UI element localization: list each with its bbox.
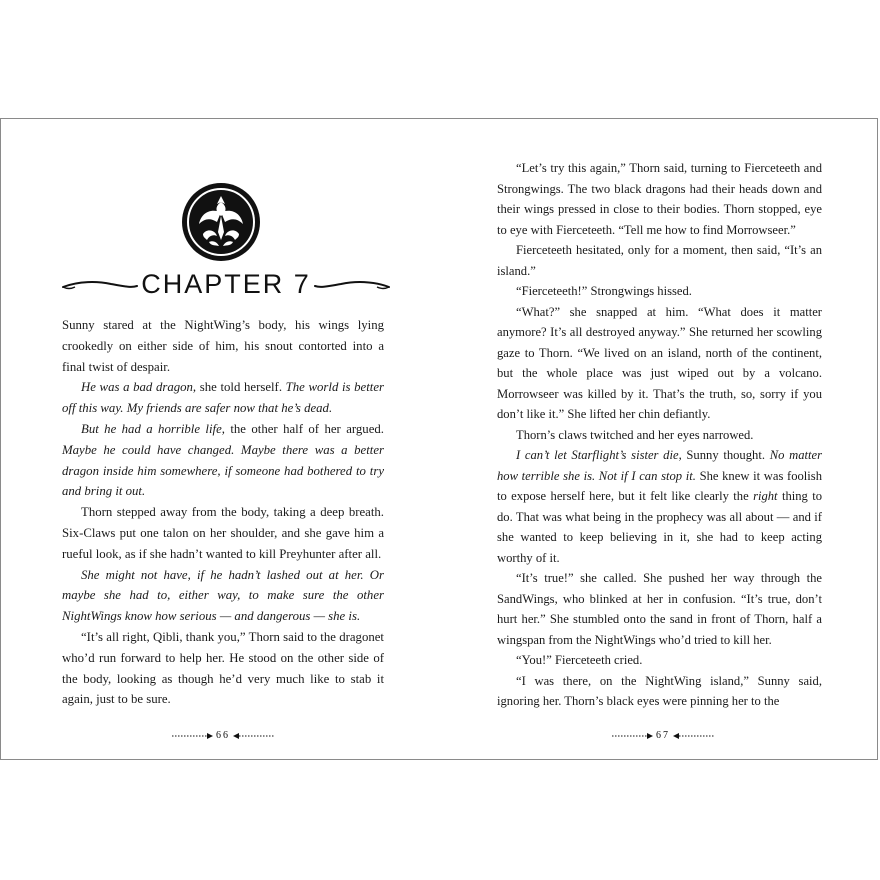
paragraph xyxy=(497,281,822,302)
book-spread xyxy=(0,118,878,760)
italic-text: I can’t let Starflight’s sister die, xyxy=(516,448,682,462)
italic-text: But he had a horrible life, xyxy=(81,421,225,436)
text-run: “It’s true!” she called. She pushed her way through the SandWings, who blinked at her in confusion. “It’s true, don’t hurt her.” She stumbled onto the sand in front of Thorn, half a wingspan from the NightWings who’d tried to kill her. xyxy=(497,571,822,647)
paragraph xyxy=(497,568,822,650)
paragraph xyxy=(62,627,384,710)
left-page-folio xyxy=(163,729,283,743)
paragraph xyxy=(497,158,822,240)
italic-text: He was a bad dragon, xyxy=(81,380,197,395)
paragraph xyxy=(497,425,822,446)
text-run: “Let’s try this again,” Thorn said, turning to Fierceteeth and Strongwings. The two black dragons had their heads down and their wings pressed in close to their bodies. Thorn stopped, eye to eye with Fierceteeth. “Tell me how to find Morrowseer.” xyxy=(497,161,822,237)
paragraph xyxy=(62,502,384,564)
italic-text: The world is better off this way. My friends are safer now that he’s dead. xyxy=(62,380,385,416)
dragon-emblem-icon xyxy=(181,182,261,262)
text-run: “It’s all right, Qibli, thank you,” Thorn said to the dragonet who’d run forward to help her. He stood on the other side of the body, looking as though he’d very much like to stab it again, just to be sure. xyxy=(62,629,384,707)
folio-ornament-right xyxy=(233,733,275,739)
text-run: Fierceteeth hesitated, only for a moment, then said, “It’s an island.” xyxy=(497,243,822,278)
paragraph xyxy=(62,315,384,377)
paragraph xyxy=(497,650,822,671)
page-number: 67 xyxy=(656,730,670,741)
italic-text: right xyxy=(753,489,778,503)
text-run: she told herself. xyxy=(196,380,286,395)
text-run: thing to do. That was what being in the prophecy was all about — and if she wanted to keep believing in it, she had to keep acting worthy of it. xyxy=(497,489,823,565)
text-run: Thorn’s claws twitched and her eyes narrowed. xyxy=(516,427,754,442)
chapter-heading xyxy=(61,266,391,302)
folio-ornament-left xyxy=(611,733,653,739)
folio-ornament-left xyxy=(171,733,213,739)
text-run: “You!” Fierceteeth cried. xyxy=(516,653,643,667)
right-page-body xyxy=(497,158,822,712)
text-run: Sunny thought. xyxy=(681,448,770,462)
page-number: 66 xyxy=(216,730,230,741)
text-run: “I was there, on the NightWing island,” Sunny said, ignoring her. Thorn’s black eyes were pinning her to the xyxy=(497,673,822,708)
paragraph xyxy=(62,377,384,419)
folio-ornament-right xyxy=(673,733,715,739)
paragraph xyxy=(497,240,822,281)
text-run: “What?” she snapped at him. “What does it matter anymore? It’s all destroyed anyway.” She returned her scowling gaze to Thorn. “We lived on an island, north of the continent, but the whole place was just wiped out by a volcano. Morrowseer was killed by it. That’s the truth, so, sorry if you don’t like it.” She lifted her chin defiantly. xyxy=(497,304,822,421)
text-run: Sunny stared at the NightWing’s body, his wings lying crookedly on either side of him, his snout contorted into a final twist of despair. xyxy=(62,318,384,374)
paragraph xyxy=(497,671,822,712)
right-swash-ornament xyxy=(313,278,391,292)
left-page-body xyxy=(62,315,384,710)
right-page xyxy=(440,119,879,759)
italic-text: No matter how terrible she is. Not if I can stop it. xyxy=(497,448,822,483)
text-run: She knew it was foolish to expose herself here, but it felt like clearly the xyxy=(497,468,822,503)
paragraph xyxy=(497,302,822,425)
chapter-title: CHAPTER 7 xyxy=(141,269,311,299)
italic-text: She might not have, if he hadn’t lashed out at her. Or maybe she had to, either way, to make sure the other NightWings know how serious — and dangerous — she is. xyxy=(62,567,384,624)
text-run: Thorn stepped away from the body, taking a deep breath. Six-Claws put one talon on her shoulder, and she gave him a rueful look, as if she hadn’t wanted to kill Preyhunter after all. xyxy=(62,505,384,561)
paragraph xyxy=(497,445,822,568)
paragraph xyxy=(62,565,384,627)
left-page xyxy=(1,119,440,759)
text-run: the other half of her argued. xyxy=(224,421,384,436)
right-page-folio xyxy=(603,729,723,743)
paragraph xyxy=(62,419,384,502)
italic-text: Maybe he could have changed. Maybe there was a better dragon inside him somewhere, if someone had bothered to try and bring it out. xyxy=(62,442,384,499)
text-run: “Fierceteeth!” Strongwings hissed. xyxy=(516,284,692,298)
